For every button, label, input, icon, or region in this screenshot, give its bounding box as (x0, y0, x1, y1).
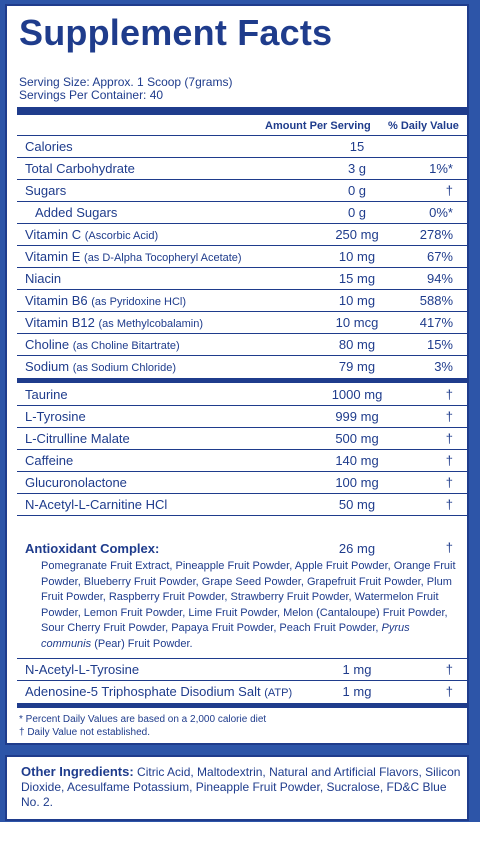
ingredient-dv: † (445, 475, 453, 490)
nutrient-row (17, 180, 467, 202)
panel-title: Supplement Facts (19, 12, 333, 53)
nutrient-name (25, 227, 158, 242)
ingredient-dv: † (445, 662, 453, 677)
ingredient-label: Adenosine-5 Triphosphate Disodium Salt (25, 684, 261, 699)
nutrient-dv: 278% (419, 227, 453, 242)
nutrient-name (25, 315, 203, 330)
nutrient-name (25, 249, 242, 264)
nutrient-row (17, 312, 467, 334)
servings-per-container: Servings Per Container: 40 (19, 88, 164, 102)
other-ingredients-label: Other Ingredients: (21, 764, 134, 779)
nutrient-source: (as Choline Bitartrate) (72, 340, 180, 352)
ingredient-name: L-Citrulline Malate (25, 431, 130, 446)
ingredient-name: Glucuronolactone (25, 475, 127, 490)
nutrient-row (17, 158, 467, 180)
antioxidant-amount: 26 mg (338, 541, 376, 556)
nutrient-row (17, 224, 467, 246)
antioxidant-dv: † (445, 540, 453, 555)
thick-divider-bottom (17, 703, 467, 708)
nutrient-amount: 80 mg (338, 337, 376, 352)
ingredient-name: Caffeine (25, 453, 74, 468)
ingredient-dv: † (445, 387, 453, 402)
ingredient-dv: † (445, 431, 453, 446)
nutrient-amount: 10 mg (338, 293, 376, 308)
nutrient-source: (as Pyridoxine HCl) (91, 296, 187, 308)
ingredient-name: N-Acetyl-L-Tyrosine (25, 662, 140, 677)
ingredient-amount: 1000 mg (331, 387, 383, 402)
nutrient-amount: 15 (349, 139, 365, 154)
footnote-daily-values: * Percent Daily Values are based on a 2,000 calorie diet (19, 714, 267, 725)
ingredient-row (17, 406, 467, 428)
nutrient-dv: 417% (419, 315, 453, 330)
footnote-not-established: † Daily Value not established. (19, 727, 151, 738)
nutrient-label: Vitamin B12 (25, 315, 95, 330)
nutrient-amount: 15 mg (338, 271, 376, 286)
thick-divider-middle (17, 378, 467, 383)
ingredient-name: N-Acetyl-L-Carnitine HCl (25, 497, 168, 512)
nutrient-dv: 3% (434, 359, 453, 374)
ingredient-amount: 1 mg (342, 684, 372, 699)
nutrient-row (17, 246, 467, 268)
nutrient-dv: 588% (419, 293, 453, 308)
nutrient-name: Total Carbohydrate (25, 161, 135, 176)
nutrient-row (17, 334, 467, 356)
nutrient-row (17, 290, 467, 312)
nutrient-label: Choline (25, 337, 70, 352)
nutrient-amount: 0 g (347, 183, 367, 198)
nutrient-label: Sodium (25, 359, 70, 374)
other-ingredients (21, 764, 461, 810)
ingredient-amount: 500 mg (335, 431, 379, 446)
ingredient-row (17, 681, 467, 703)
nutrient-name (25, 337, 180, 352)
ingredient-name (25, 684, 292, 699)
nutrient-name: Sugars (25, 183, 67, 198)
nutrient-dv: 67% (426, 249, 453, 264)
antioxidant-complex (17, 539, 467, 659)
ingredient-amount: 999 mg (335, 409, 379, 424)
nutrient-source: (as Methylcobalamin) (98, 318, 204, 330)
ingredient-dv: † (445, 497, 453, 512)
nutrient-dv: 15% (426, 337, 453, 352)
other-ingredients-panel (5, 755, 469, 821)
nutrient-amount: 0 g (347, 205, 367, 220)
thick-divider-top (17, 107, 467, 115)
ingredient-dv: † (445, 453, 453, 468)
nutrient-dv: 0%* (429, 205, 453, 220)
nutrient-label: Vitamin E (25, 249, 81, 264)
nutrient-dv: † (445, 183, 453, 198)
nutrient-source: (as D-Alpha Tocopheryl Acetate) (84, 252, 242, 264)
nutrient-label: Vitamin C (25, 227, 82, 242)
ingredient-row (17, 384, 467, 406)
ingredient-row (17, 472, 467, 494)
ingredient-amount: 50 mg (338, 497, 376, 512)
ingredient-row (17, 494, 467, 516)
nutrient-label: Vitamin B6 (25, 293, 88, 308)
ingredient-row (17, 450, 467, 472)
nutrient-name: Added Sugars (35, 205, 118, 220)
nutrient-amount: 10 mcg (335, 315, 379, 330)
nutrient-amount: 79 mg (338, 359, 376, 374)
ingredient-abbrev: (ATP) (264, 687, 293, 699)
antioxidant-list-end: (Pear) Fruit Powder. (94, 637, 193, 650)
antioxidant-name: Antioxidant Complex: (25, 541, 160, 556)
supplement-facts-panel (5, 4, 469, 745)
antioxidant-ingredient-list (41, 559, 461, 652)
nutrient-amount: 10 mg (338, 249, 376, 264)
nutrient-amount: 3 g (347, 161, 367, 176)
ingredient-amount: 100 mg (335, 475, 379, 490)
bottom-margin (0, 822, 480, 853)
nutrient-name (25, 359, 176, 374)
ingredient-name: L-Tyrosine (25, 409, 86, 424)
nutrient-row (17, 136, 467, 158)
nutrient-name: Niacin (25, 271, 62, 286)
nutrient-source: (as Sodium Chloride) (72, 362, 177, 374)
nutrient-amount: 250 mg (335, 227, 379, 242)
serving-size: Serving Size: Approx. 1 Scoop (7grams) (19, 75, 233, 89)
nutrient-source: (Ascorbic Acid) (84, 230, 159, 242)
nutrient-row (17, 356, 467, 378)
nutrient-name: Calories (25, 139, 73, 154)
ingredient-amount: 1 mg (342, 662, 372, 677)
nutrient-dv: 1%* (429, 161, 453, 176)
column-header-daily-value: % Daily Value (388, 120, 459, 132)
ingredient-amount: 140 mg (335, 453, 379, 468)
nutrient-row (17, 202, 467, 224)
ingredient-dv: † (445, 684, 453, 699)
ingredient-row (17, 659, 467, 681)
ingredient-dv: † (445, 409, 453, 424)
nutrient-name (25, 293, 186, 308)
nutrient-dv: 94% (426, 271, 453, 286)
antioxidant-list-italic: Pyrus communis (41, 622, 410, 650)
column-header-amount: Amount Per Serving (265, 120, 371, 132)
other-ingredients-text: Citric Acid, Maltodextrin, Natural and Artificial Flavors, Silicon Dioxide, Acesulfame Potassium, Pineapple Fruit Powder, Sucralose, FD&C Blue No. 2. (21, 765, 461, 809)
ingredient-name: Taurine (25, 387, 68, 402)
ingredient-row (17, 428, 467, 450)
nutrient-row (17, 268, 467, 290)
antioxidant-list-text: Pomegranate Fruit Extract, Pineapple Fruit Powder, Apple Fruit Powder, Orange Fruit Powder, Blueberry Fruit Powder, Grape Seed Powder, Grapefruit Fruit Powder, Plum Fruit Powder, Raspberry Fruit Powder, Strawberry Fruit Powder, Watermelon Fruit Powder, Lemon Fruit Powder, Lime Fruit Powder, Melon (Cantaloupe) Fruit Powder, Sour Cherry Fruit Powder, Papaya Fruit Powder, Peach Fruit Powder, (41, 560, 456, 634)
